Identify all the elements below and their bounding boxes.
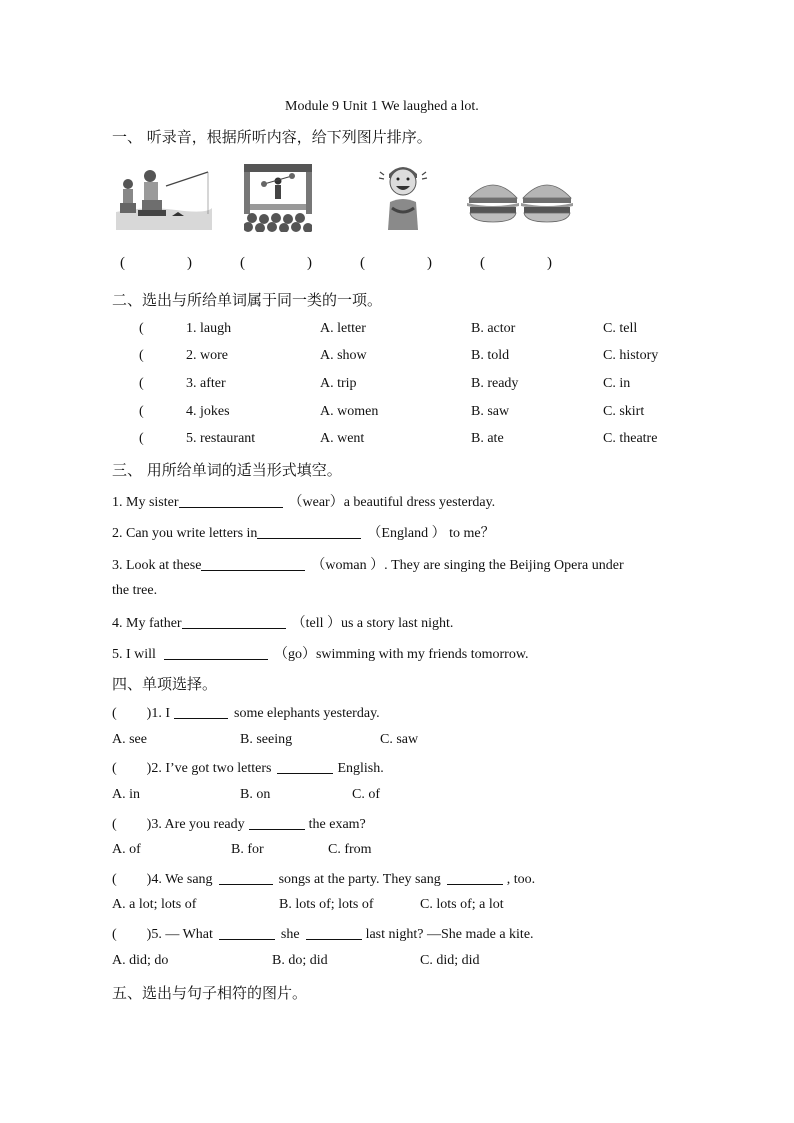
s4-q3-option-c: C. from — [328, 842, 372, 857]
s2-question-2: 2. wore — [186, 348, 228, 363]
answer-blank[interactable] — [306, 925, 362, 940]
order-paren-close-2: ) — [307, 255, 312, 271]
s2-option-4c: C. skirt — [603, 404, 645, 419]
s4-q4-option-b: B. lots of; lots of — [279, 897, 374, 912]
s3-q1-prefix: 1. My sister — [112, 495, 179, 510]
answer-blank[interactable] — [164, 645, 268, 660]
s4-q1-option-a: A. see — [112, 732, 147, 747]
s4-question-2 — [112, 759, 384, 777]
s4-q5-option-b: B. do; did — [272, 953, 328, 968]
s2-question-3: 3. after — [186, 376, 226, 391]
s2-paren-5: ( — [139, 431, 144, 446]
s3-q3-prefix: 3. Look at these — [112, 558, 202, 573]
s4-q5-rest: last night? —She made a kite. — [365, 927, 534, 942]
s4-q1-option-c: C. saw — [380, 732, 419, 747]
s4-q4-option-c: C. lots of; a lot — [420, 897, 504, 912]
s4-q2-rest: English. — [337, 761, 384, 776]
s4-question-4 — [112, 870, 535, 888]
order-paren-open-2: ( — [240, 255, 245, 271]
s2-paren-4: ( — [139, 404, 144, 419]
hamburgers-picture — [466, 176, 574, 224]
s4-q3-option-a: A. of — [112, 842, 141, 857]
s2-question-5: 5. restaurant — [186, 431, 256, 446]
s3-q2-suffix: （England ） to me？ — [367, 526, 495, 541]
order-paren-open-1: ( — [120, 255, 125, 271]
s2-option-5a: A. went — [320, 431, 365, 446]
order-paren-close-4: ) — [547, 255, 552, 271]
s4-q4-option-a: A. a lot; lots of — [112, 897, 197, 912]
fishing-picture — [116, 166, 212, 230]
s4-q3-option-b: B. for — [231, 842, 264, 857]
answer-blank[interactable] — [249, 815, 305, 830]
s4-q5-stem: )5. — What — [146, 927, 213, 942]
answer-blank[interactable] — [201, 556, 305, 571]
section-5-heading: 五、选出与句子相符的图片。 — [112, 984, 308, 1002]
s4-q2-stem: )2. I’ve got two letters — [146, 761, 272, 776]
s4-paren: ( — [112, 927, 117, 942]
s4-paren: ( — [112, 817, 117, 832]
order-paren-open-3: ( — [360, 255, 365, 271]
s2-paren-3: ( — [139, 376, 144, 391]
s2-question-4: 4. jokes — [186, 404, 230, 419]
s3-q4-prefix: 4. My father — [112, 616, 182, 631]
order-paren-open-4: ( — [480, 255, 485, 271]
s2-option-4b: B. saw — [471, 404, 510, 419]
s4-q3-rest: the exam? — [308, 817, 366, 832]
s2-option-2b: B. told — [471, 348, 510, 363]
answer-blank[interactable] — [219, 870, 273, 885]
s4-paren: ( — [112, 706, 117, 721]
answer-blank[interactable] — [277, 759, 333, 774]
s4-q5-option-c: C. did; did — [420, 953, 480, 968]
order-paren-close-3: ) — [427, 255, 432, 271]
answer-blank[interactable] — [174, 704, 228, 719]
s3-question-3 — [112, 554, 624, 574]
s3-question-2 — [112, 522, 495, 542]
s4-q2-option-a: A. in — [112, 787, 140, 802]
s4-q1-option-b: B. seeing — [240, 732, 293, 747]
s4-q3-stem: )3. Are you ready — [146, 817, 245, 832]
s3-question-4 — [112, 612, 453, 632]
s4-paren: ( — [112, 872, 117, 887]
s4-q4-mid: songs at the party. They sang — [278, 872, 441, 887]
s3-q5-suffix: （go）swimming with my friends tomorrow. — [273, 647, 529, 662]
s2-option-3b: B. ready — [471, 376, 519, 391]
order-paren-close-1: ) — [187, 255, 192, 271]
s2-paren-1: ( — [139, 321, 144, 336]
s2-option-2a: A. show — [320, 348, 367, 363]
s2-option-5b: B. ate — [471, 431, 504, 446]
page-title: Module 9 Unit 1 We laughed a lot. — [285, 99, 479, 114]
section-2-heading: 二、选出与所给单词属于同一类的一项。 — [112, 291, 383, 309]
s4-q2-option-b: B. on — [240, 787, 271, 802]
s3-q1-suffix: （wear）a beautiful dress yesterday. — [288, 495, 496, 510]
s3-q3-continuation: the tree. — [112, 583, 158, 598]
s2-option-3c: C. in — [603, 376, 631, 391]
s3-q2-prefix: 2. Can you write letters in — [112, 526, 258, 541]
s2-option-4a: A. women — [320, 404, 379, 419]
s2-question-1: 1. laugh — [186, 321, 232, 336]
s2-option-1b: B. actor — [471, 321, 516, 336]
s4-q2-option-c: C. of — [352, 787, 380, 802]
s2-option-1a: A. letter — [320, 321, 366, 336]
s4-q1-rest: some elephants yesterday. — [234, 706, 380, 721]
s3-q5-prefix: 5. I will — [112, 647, 156, 662]
s4-q4-stem: )4. We sang — [146, 872, 213, 887]
s4-question-1 — [112, 704, 380, 722]
s2-option-5c: C. theatre — [603, 431, 658, 446]
answer-blank[interactable] — [219, 925, 275, 940]
laughing-boy-picture — [374, 160, 432, 230]
answer-blank[interactable] — [182, 614, 286, 629]
s3-q3-suffix: （woman ）. They are singing the Beijing Opera under — [311, 558, 624, 573]
answer-blank[interactable] — [447, 870, 503, 885]
s3-q4-suffix: （tell ）us a story last night. — [291, 616, 454, 631]
s2-paren-2: ( — [139, 348, 144, 363]
s2-option-2c: C. history — [603, 348, 659, 363]
answer-blank[interactable] — [257, 524, 361, 539]
s4-q5-option-a: A. did; do — [112, 953, 169, 968]
section-4-heading: 四、单项选择。 — [112, 675, 218, 693]
s4-paren: ( — [112, 761, 117, 776]
s4-q5-mid: she — [280, 927, 300, 942]
section-1-heading: 一、 听录音，根据所听内容，给下列图片排序。 — [112, 128, 432, 146]
s4-q4-rest: , too. — [506, 872, 536, 887]
s3-question-5 — [112, 643, 529, 663]
s2-option-3a: A. trip — [320, 376, 357, 391]
theatre-picture — [244, 164, 312, 232]
s2-option-1c: C. tell — [603, 321, 638, 336]
s4-question-5 — [112, 925, 534, 943]
s4-q1-stem: )1. I — [146, 706, 170, 721]
section-3-heading: 三、 用所给单词的适当形式填空。 — [112, 461, 342, 479]
s4-question-3 — [112, 815, 366, 833]
s3-question-1 — [112, 491, 495, 511]
answer-blank[interactable] — [179, 493, 283, 508]
